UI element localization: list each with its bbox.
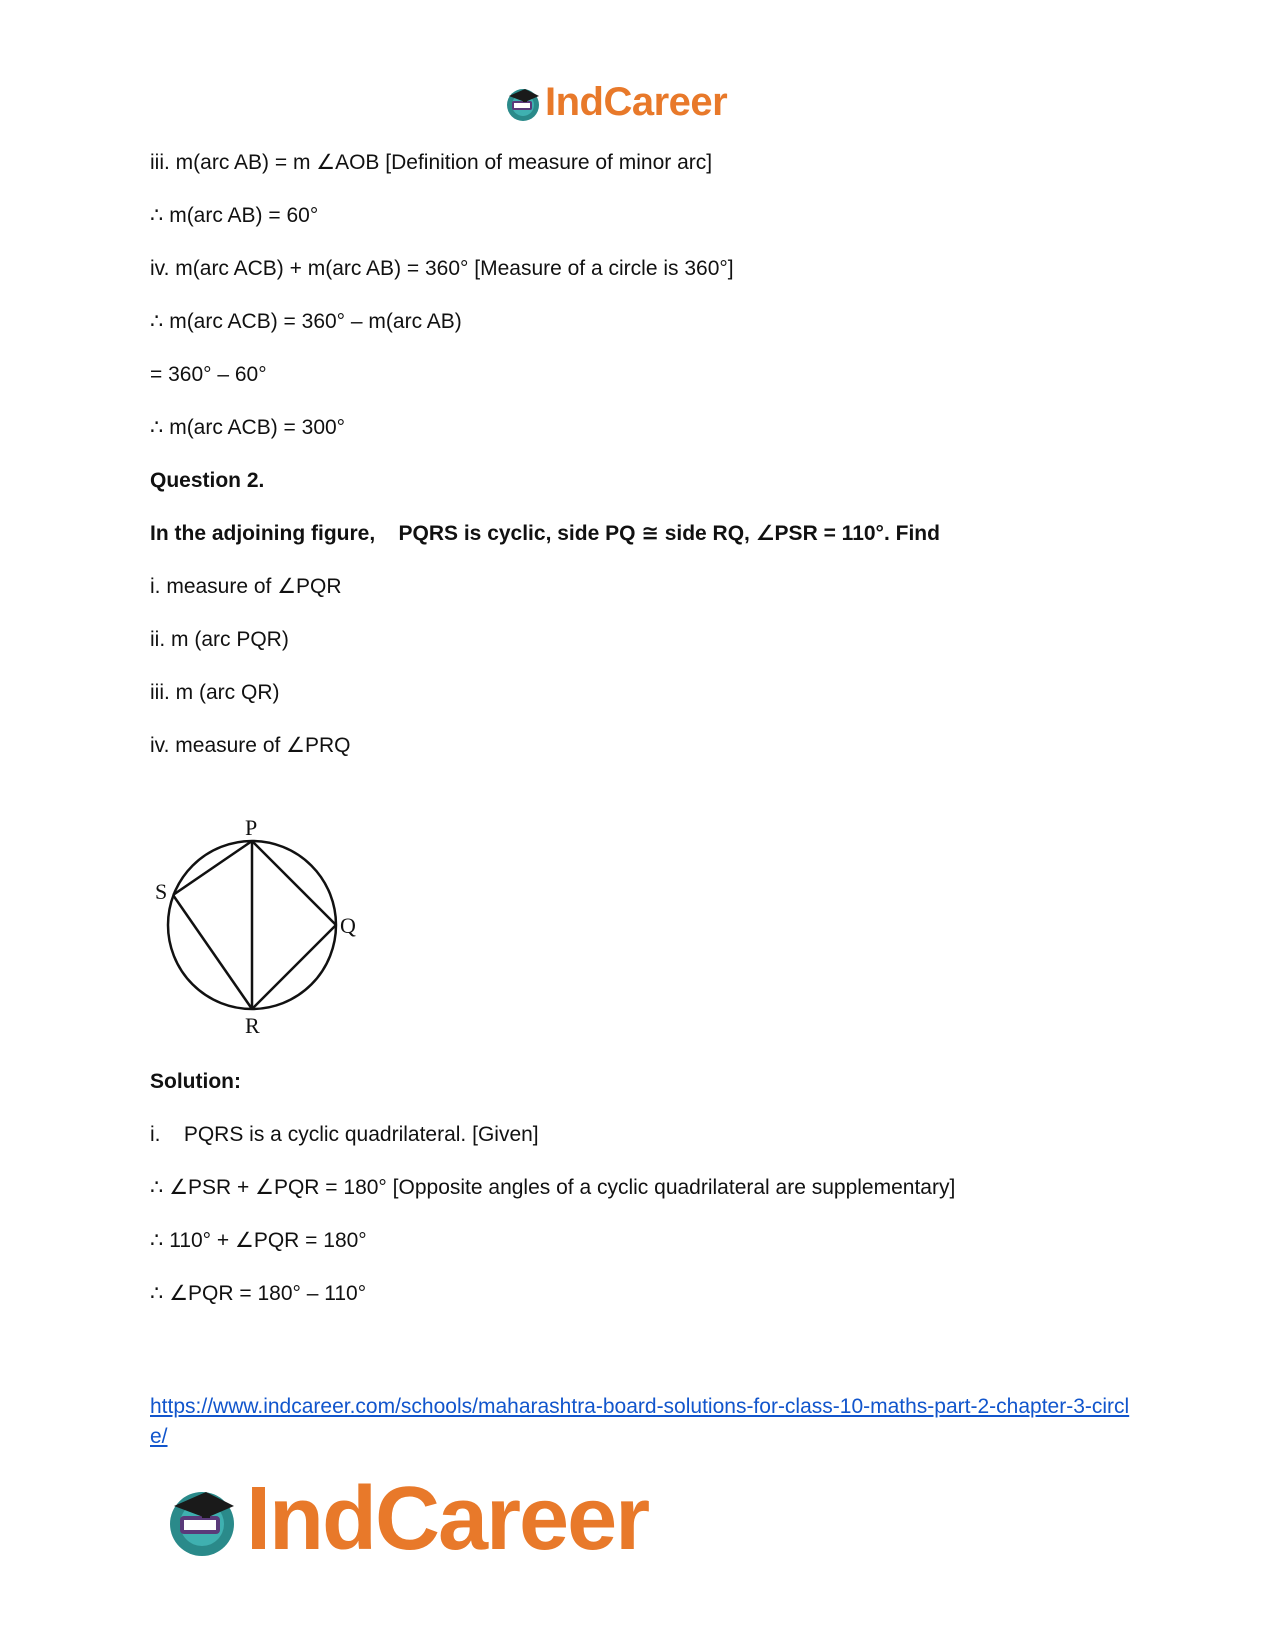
- question-part: ii. m (arc PQR): [150, 628, 289, 651]
- label-p: P: [245, 815, 258, 840]
- footer-logo: [162, 1468, 648, 1571]
- brand-name: IndCareer: [246, 1469, 649, 1569]
- text-line: = 360° – 60°: [150, 363, 267, 386]
- solution-title: Solution:: [150, 1070, 241, 1093]
- label-s: S: [155, 879, 168, 904]
- graduation-cap-globe-icon: [162, 1480, 242, 1560]
- solution-line: ∴ 110° + ∠PQR = 180°: [150, 1229, 367, 1252]
- text-line: ∴ m(arc AB) = 60°: [150, 204, 319, 227]
- source-link[interactable]: https://www.indcareer.com/schools/maharashtra-board-solutions-for-class-10-maths-part-2-chapter-3-circle/: [150, 1395, 1130, 1448]
- brand-name: IndCareer: [545, 80, 728, 124]
- question-part: iv. measure of ∠PRQ: [150, 734, 351, 757]
- question-title: Question 2.: [150, 469, 265, 492]
- side-ps: [173, 841, 252, 895]
- graduation-cap-globe-icon: [503, 83, 543, 123]
- question-part: iii. m (arc QR): [150, 681, 280, 704]
- solution-line: i. PQRS is a cyclic quadrilateral. [Given]: [150, 1123, 539, 1146]
- label-r: R: [245, 1013, 260, 1035]
- text-line: ∴ m(arc ACB) = 300°: [150, 416, 346, 439]
- question-text: In the adjoining figure, PQRS is cyclic, side PQ ≅ side RQ, ∠PSR = 110°. Find: [150, 522, 940, 545]
- label-q: Q: [340, 913, 356, 938]
- text-line: ∴ m(arc ACB) = 360° – m(arc AB): [150, 310, 462, 333]
- text-line: iv. m(arc ACB) + m(arc AB) = 360° [Measure of a circle is 360°]: [150, 257, 734, 280]
- solution-line: ∴ ∠PSR + ∠PQR = 180° [Opposite angles of a cyclic quadrilateral are supplementary]: [150, 1176, 956, 1199]
- header-logo: [503, 80, 727, 125]
- cyclic-quadrilateral-figure: [150, 815, 370, 1035]
- solution-line: ∴ ∠PQR = 180° – 110°: [150, 1282, 367, 1305]
- side-sr: [173, 895, 252, 1009]
- text-line: iii. m(arc AB) = m ∠AOB [Definition of measure of minor arc]: [150, 151, 713, 174]
- question-part: i. measure of ∠PQR: [150, 575, 342, 598]
